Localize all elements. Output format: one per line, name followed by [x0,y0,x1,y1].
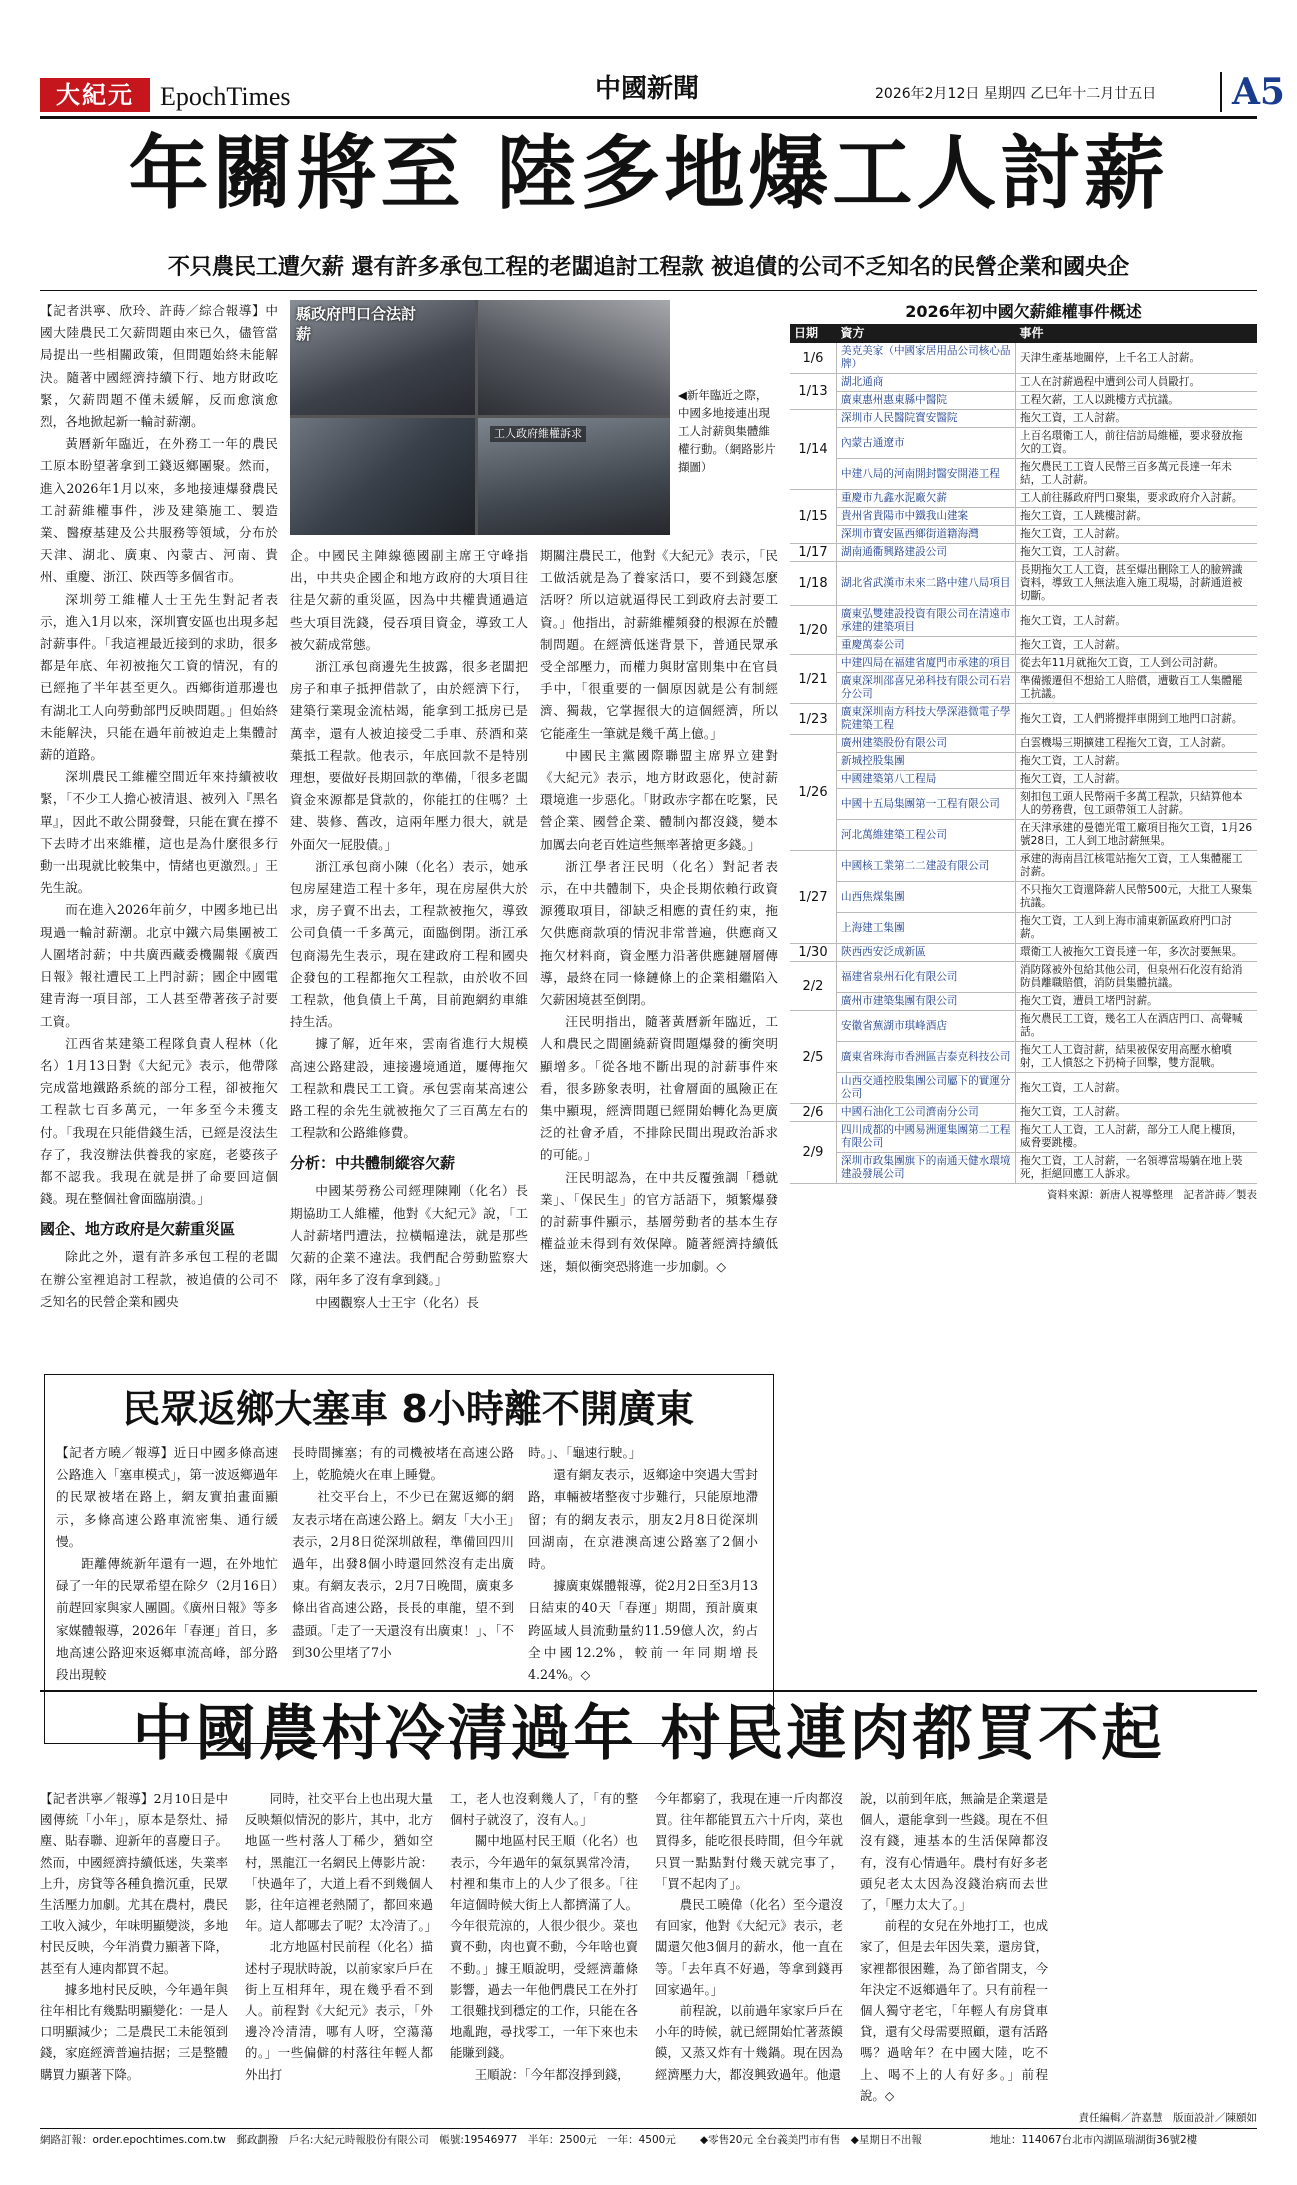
story3-column-2 [245,1788,438,2085]
section-subheading: 分析：中共體制縱容欠薪 [290,1154,456,1173]
table-row [790,735,1257,753]
table-cell-party: 中國十五局集團第一工程有限公司 [837,789,1016,820]
table-cell-party: 美克美家（中國家居用品公司核心品牌） [837,343,1016,374]
table-row [790,771,1257,789]
table-row [790,606,1257,637]
story1-paragraph: 期關注農民工，他對《大紀元》表示，「民工做活就是為了養家活口，要不到錢怎麼活呀？所以這就逼得民工到政府去討要工資。」他指出，討薪維權頻發的根源在於體制問題。在經濟低迷背景下，普通民眾承受全部壓力，而權力與財富則集中在官員手中，「很重要的一個原因就是公有制經濟、獨裁，它掌握很大的這個經濟，所以它能產生一筆就是幾千萬上億。」 [540,548,778,741]
table-row [790,1122,1257,1153]
table-cell-party: 安徽省蕪湖市琪峰酒店 [837,1011,1016,1042]
photo-overlay-text: 工人政府維權訴求 [490,426,586,442]
table-cell-party: 福建省泉州石化有限公司 [837,962,1016,993]
table-row [790,562,1257,606]
table-cell-party: 中國建築第八工程局 [837,771,1016,789]
table-row [790,1073,1257,1104]
table-row [790,944,1257,962]
story1-paragraph: 據了解，近年來，雲南省進行大規模高速公路建設，連接邊境通道，屢傳拖欠工程款和農民工工資。承包雲南某高速公路工程的余先生就被拖欠了三百萬左右的工程款和公路維修費。 [290,1036,528,1141]
table-row [790,1011,1257,1042]
table-row [790,428,1257,459]
table-cell-event: 拖欠工資，工人討薪。 [1016,1073,1258,1104]
table-cell-party: 中建四局在福建省廈門市承建的項目 [837,655,1016,673]
issue-date: 2026年2月12日 星期四 乙巳年十二月廿五日 [875,86,1157,102]
table-cell-event: 拖欠工人工資討薪，結果被保安用高壓水槍噴射，工人憤怒之下扔椅子回擊，雙方混戰。 [1016,1042,1258,1073]
story3-paragraph: 工，老人也沒剩幾人了，「有的整個村子就沒了，沒有人。」 [450,1791,638,1828]
table-cell-event: 拖欠工資，工人討薪。 [1016,544,1258,562]
story3-paragraph: 王順說：「今年都沒掙到錢， [474,2066,630,2082]
story3-paragraph: 前程說，以前過年家家戶戶在小年的時候，就已經開始忙著蒸饃饃，又蒸又炸有十幾鍋。現在因為經濟壓力大，都沒興致過年。他還 [655,2003,843,2082]
table-row [790,753,1257,771]
events-table-body [790,343,1257,1184]
story1-paragraph: 浙江承包商小陳（化名）表示，她承包房屋建造工程十多年，現在房屋供大於求，房子賣不出去，工程款被拖欠，導致公司負債一千多萬元，面臨倒閉。浙江承包商湯先生表示，現在建政府工程和國央企發包的工程都拖欠工程款，由於收不回工程款，他負債上千萬，目前跑網約車維持生活。 [290,858,528,1030]
table-cell-party: 廣東弘雙建設投資有限公司在清遠市承建的建築項目 [837,606,1016,637]
story3-rule [40,1690,1257,1692]
table-cell-event: 承建的海南昌江核電站拖欠工資，工人集體罷工討薪。 [1016,851,1258,882]
table-header-row [790,324,1257,343]
table-row [790,993,1257,1011]
table-cell-party: 廣東深圳南方科技大學深港微電子學院建築工程 [837,704,1016,735]
table-cell-event: 拖欠工資，工人討薪。 [1016,637,1258,655]
table-cell-event: 拖欠農民工工資人民幣三百多萬元長達一年未結，工人討薪。 [1016,459,1258,490]
table-cell-event: 拖欠工資，工人們將攪拌車開到工地門口討薪。 [1016,704,1258,735]
table-cell-event: 天津生產基地關停，上千名工人討薪。 [1016,343,1258,374]
table-cell-event: 拖欠農民工工資，幾名工人在酒店門口、高聲喊話。 [1016,1011,1258,1042]
table-row [790,392,1257,410]
table-row [790,962,1257,993]
story2-column-3 [528,1442,758,1686]
table-cell-party: 深圳市人民醫院寶安醫院 [837,410,1016,428]
story1-paragraph: 江西省某建築工程隊負責人程林（化名）1月13日對《大紀元》表示，他帶隊完成當地鐵路系統的部分工程，卻被拖欠工程款七百多萬元，一年多至今未獲支付。「我現在只能借錢生活，已經是沒法生存了，我沒辦法供養我的家庭，老婆孩子都不認我。我現在就是拼了命要回這個錢。現在整個社會面臨崩潰。」 [40,1035,278,1207]
story2-paragraph: 時。」、「龜速行駛。」 [528,1445,642,1460]
logo-english: EpochTimes [160,82,291,111]
table-cell-party: 廣州建築股份有限公司 [837,735,1016,753]
table-row [790,1104,1257,1122]
photo-collage [290,300,670,535]
table-row [790,704,1257,735]
street-protest-photo [290,418,475,535]
story1-paragraph: 黃曆新年臨近，在外務工一年的農民工原本盼望著拿到工錢返鄉團聚。然而，進入2026年1月以來，多地接連爆發農民工討薪維權事件，涉及建築施工、製造業、醫療基建及公共服務等領域，分布於天津、湖北、廣東、內蒙古、河南、貴州、重慶、浙江、陝西等多個省市。 [40,436,278,585]
table-row [790,789,1257,820]
table-cell-party: 深圳市政集團旗下的南通天健水環境建設發展公司 [837,1153,1016,1184]
story2-column-2 [292,1442,514,1664]
events-table [790,324,1257,1184]
story1-paragraph: 中國觀察人士王宇（化名）長 [315,1294,479,1310]
story1-paragraph: 除此之外，還有許多承包工程的老闆在辦公室裡追討工程款，被追債的公司不乏知名的民營企業和國央 [40,1249,278,1309]
table-cell-party: 深圳市寶安區西鄉街道籍海灣 [837,526,1016,544]
table-cell-event: 在天津承建的曼德光電工廠項目拖欠工資，1月26號28日，工人到工地討薪無果。 [1016,820,1258,851]
story2-paragraph: 據廣東媒體報導，從2月2日至3月13日結束的40天「春運」期間，預計廣東跨區域人員流動量約11.59億人次，約占全中國12.2%，較前一年同期增長4.24%。◇ [528,1578,758,1683]
story3-paragraph: 北方地區村民前程（化名）描述村子現狀時說，以前家家戶戶在街上互相拜年，現在幾乎看不到人。前程對《大紀元》表示，「外邊冷冷清清，哪有人呀，空蕩蕩的。」一些偏僻的村落往年輕人都外出打 [245,1939,433,2082]
story2-column-1 [56,1442,278,1686]
story2-paragraph: 還有網友表示，返鄉途中突遇大雪封路，車輛被堵整夜寸步難行，只能原地滯留；有的網友表示，朋友2月8日從深圳回湖南，在京港澳高速公路塞了2個小時。 [528,1467,758,1572]
table-cell-date: 1/27 [790,851,837,944]
table-cell-date: 1/15 [790,490,837,544]
table-cell-date: 1/26 [790,735,837,851]
table-cell-date: 1/17 [790,544,837,562]
table-row [790,851,1257,882]
table-cell-party: 四川成都的中國易洲運集團第二工程有限公司 [837,1122,1016,1153]
table-cell-event: 拖欠工資，工人討薪，一名領導當場躺在地上裝死，拒絕回應工人訴求。 [1016,1153,1258,1184]
story3-column-3 [450,1788,638,2085]
table-cell-party: 中國石油化工公司濟南分公司 [837,1104,1016,1122]
table-cell-date: 1/14 [790,410,837,490]
table-cell-party: 中國核工業第二二建設有限公司 [837,851,1016,882]
table-cell-party: 山西交通控股集團公司屬下的實運分公司 [837,1073,1016,1104]
table-cell-party: 上海建工集團 [837,913,1016,944]
story1-paragraph: 深圳農民工維權空間近年來持續被收緊，「不少工人擔心被清退、被列入『黑名單』，因此不敢公開發聲，只能在實在撐不下去時才出來維權，這也是為什麼很多行動一出現就比較集中，情緒也更激烈。」王先生說。 [40,769,278,896]
table-cell-party: 內蒙古通遼市 [837,428,1016,459]
table-cell-event: 上百名環衛工人，前往信訪局維權，要求發放拖欠的工資。 [1016,428,1258,459]
table-cell-date: 2/5 [790,1011,837,1104]
story3-column-4 [655,1788,843,2085]
table-cell-event: 不只拖欠工資還降薪人民幣500元，大批工人聚集抗議。 [1016,882,1258,913]
table-cell-party: 陝西西安泛成新區 [837,944,1016,962]
table-cell-event: 拖欠工資，工人討薪。 [1016,1104,1258,1122]
table-cell-date: 2/6 [790,1104,837,1122]
table-cell-date: 2/2 [790,962,837,1011]
table-row [790,490,1257,508]
table-cell-event: 長期拖欠工人工資，甚至爆出刪除工人的臉辨識資料，導致工人無法進入施工現場，討薪通道被切斷。 [1016,562,1258,606]
table-cell-date: 1/23 [790,704,837,735]
table-cell-party: 廣東深圳邵喜兄弟科技有限公司石岩分公司 [837,673,1016,704]
story1-paragraph: 中國民主黨國際聯盟主席界立建對《大紀元》表示，地方財政惡化，使討薪環境進一步惡化。「財政赤字都在吃緊，民營企業、國營企業、體制內都沒錢，變本加厲去向老百姓這些無率著搶更多錢。」 [540,747,778,852]
masthead-rule [40,116,1257,119]
table-cell-event: 消防隊被外包給其他公司，但泉州石化沒有給消防員離職賠償，消防員集體抗議。 [1016,962,1258,993]
story2-paragraph: 社交平台上，不少已在駕返鄉的網友表示堵在高速公路上。網友「大小王」表示，2月8日從深圳啟程，準備回四川過年，出發8個小時還回然沒有走出廣東。有網友表示，2月7日晚間，廣東多條出省高速公路，長長的車龍，望不到盡頭。「走了一天還沒有出廣東！」、「不到30公里堵了7小 [292,1489,514,1660]
editor-credit: 責任編輯／許嘉慧 版面設計／陳頤如 [1078,2112,1257,2124]
table-cell-date: 1/20 [790,606,837,655]
table-header-date: 日期 [790,324,837,343]
table-header-party: 資方 [837,324,1016,343]
footer-address: 地址：114067台北市內湖區瑞湖街36號2樓 [990,2134,1198,2146]
masthead [40,70,1285,120]
table-cell-event: 拖欠工資，工人討薪。 [1016,753,1258,771]
table-cell-event: 拖欠工資，工人跳樓討薪。 [1016,508,1258,526]
table-cell-party: 廣東惠州惠東縣中醫院 [837,392,1016,410]
table-cell-event: 拖欠工資，遭員工堵門討薪。 [1016,993,1258,1011]
story3-paragraph: 據多地村民反映，今年過年與往年相比有幾點明顯變化：一是人口明顯減少；二是農民工未能領到錢，家庭經濟普遍拮据；三是整體購買力顯著下降。 [40,1981,228,2082]
table-row [790,374,1257,392]
story1-paragraph: 而在進入2026年前夕，中國多地已出現過一輪討薪潮。北京中鐵六局集團被工人圍堵討薪；中共廣西藏委機關報《廣西日報》報社遭民工上門討薪；國企中國電建青海一項目部，工人甚至帶著孩子討要工資。 [40,902,278,1029]
table-row [790,508,1257,526]
main-subhead: 不只農民工遭欠薪 還有許多承包工程的老闆追討工程款 被追債的公司不乏知名的民營企業和國央企 [167,255,1130,280]
story1-paragraph: 中國某勞務公司經理陳剛（化名）長期協助工人維權，他對《大紀元》說，「工人討薪堵門遭法，拉橫幅違法，就是那些欠薪的企業不違法。我們配合勞動監察大隊，兩年多了沒有拿到錢。」 [290,1183,528,1288]
table-cell-date: 1/30 [790,944,837,962]
story3-paragraph: 【記者洪寧／報導】2月10日是中國傳統「小年」，原本是祭灶、掃塵、貼春聯、迎新年的喜慶日子。然而，中國經濟持續低迷，失業率上升，房貸等各種負擔沉重，民眾生活壓力加劇。尤其在農村，農民工收入減少，年味明顯變淡，多地村民反映，今年消費力顯著下降，甚至有人連肉都買不起。 [40,1791,228,1976]
table-cell-party: 湖北通商 [837,374,1016,392]
story3-paragraph: 同時，社交平台上也出現大量反映類似情況的影片，其中，北方地區一些村落人丁稀少，猶如空村，黑龍江一名網民上傳影片說：「快過年了，大道上看不到幾個人影，往年這裡老熱鬧了，都回來過年。這人都哪去了呢？太冷清了。」 [245,1791,438,1934]
table-cell-date: 1/6 [790,343,837,374]
table-row [790,673,1257,704]
photo-caption: ◀新年臨近之際，中國多地接連出現工人討薪與集體維權行動。（網路影片擷圖） [678,388,776,474]
section-subheading: 國企、地方政府是欠薪重災區 [40,1220,236,1239]
table-cell-party: 山西焦煤集團 [837,882,1016,913]
story1-paragraph: 汪民明指出，隨著黃曆新年臨近，工人和農民之間圍繞薪資問題爆發的衝突明顯增多。「從各地不斷出現的討薪事件來看，很多跡象表明，社會層面的風險正在集中顯現，經濟問題已經開始轉化為更廣泛的社會矛盾，不排除民間出現政治訴求的可能。」 [540,1014,778,1163]
table-row [790,1042,1257,1073]
table-cell-event: 拖欠工人工資，工人討薪，部分工人爬上樓頂，威脅要跳樓。 [1016,1122,1258,1153]
story1-paragraph: 浙江學者汪民明（化名）對記者表示，在中共體制下，央企長期依賴行政資源獲取項目，卻缺乏相應的責任約束，拖欠供應商款項的情況非常普遍，供應商又拖欠材料商，資金壓力沿著供應鏈層層傳導，最終在同一條鏈條上的企業相繼陷入欠薪困境甚至倒閉。 [540,858,778,1008]
story3-paragraph: 說，以前到年底，無論是企業還是個人，還能拿到一些錢。現在不但沒有錢，連基本的生活保障都沒有，沒有心情過年。農村有好多老頭兒老太太因為沒錢治病而去世了，「壓力太大了。」 [860,1791,1048,1913]
crowd-photo [478,300,670,415]
table-cell-date: 2/9 [790,1122,837,1184]
table-cell-date: 1/21 [790,655,837,704]
table-cell-party: 湖北省武漢市未來二路中建八局項目 [837,562,1016,606]
story3-headline: 中國農村冷清過年 村民連肉都買不起 [132,1699,1165,1769]
table-row [790,913,1257,944]
table-cell-party: 重慶萬泰公司 [837,637,1016,655]
table-cell-party: 河北萬維建築工程公司 [837,820,1016,851]
table-row [790,459,1257,490]
table-title: 2026年初中國欠薪維權事件概述 [905,302,1142,321]
story2-paragraph: 長時間擁塞；有的司機被堵在高速公路上，乾脆燒火在車上睡覺。 [292,1445,514,1483]
story3-column-5 [860,1788,1048,2106]
table-cell-event: 拖欠工資，工人討薪。 [1016,606,1258,637]
story2-paragraph: 距離傳統新年還有一週，在外地忙碌了一年的民眾希望在除夕（2月16日）前趕回家與家人團圓。《廣州日報》等多家媒體報導，2026年「春運」首日，多地高速公路迎來返鄉車流高峰，部分路段出現較 [56,1556,278,1683]
table-row [790,544,1257,562]
story2-headline: 民眾返鄉大塞車 8小時離不開廣東 [122,1387,694,1431]
story2-paragraph: 【記者方曉／報導】近日中國多條高速公路進入「塞車模式」，第一波返鄉過年的民眾被堵在路上，網友實拍畫面顯示，多條高速公路車流密集、通行緩慢。 [56,1445,278,1549]
table-cell-party: 貴州省貴陽市中鐵我山建案 [837,508,1016,526]
table-cell-event: 工程欠薪，工人以跳樓方式抗議。 [1016,392,1258,410]
table-cell-event: 準備搬遷但不想給工人賠償，遭數百工人集體罷工抗議。 [1016,673,1258,704]
table-cell-party: 廣州市建築集團有限公司 [837,993,1016,1011]
main-headline: 年關將至 陸多地爆工人討薪 [128,127,1169,220]
page-number: A5 [1220,72,1285,112]
table-cell-event: 拖欠工資，工人討薪。 [1016,771,1258,789]
table-cell-event: 拖欠工資，工人討薪。 [1016,526,1258,544]
story1-paragraph: 【記者洪寧、欣玲、許蒔／綜合報導】中國大陸農民工欠薪問題由來已久，儘管當局提出一些相關政策，但問題始終未能解決。隨著中國經濟持續下行、地方財政吃緊，欠薪問題不僅未緩解，反而愈演愈烈，各地掀起新一輪討薪潮。 [40,303,278,430]
table-row [790,410,1257,428]
story1-column-2 [290,545,528,1314]
table-row [790,1153,1257,1184]
story1-paragraph: 汪民明認為，在中共反覆強調「穩就業」、「保民生」的官方話語下，頻繁爆發的討薪事件顯示，基層勞動者的基本生存權益並未得到有效保障。隨著經濟持續低迷，類似衝突恐將進一步加劇。◇ [540,1169,778,1274]
table-header-event: 事件 [1016,324,1258,343]
table-cell-event: 工人在討薪過程中遭到公司人員毆打。 [1016,374,1258,392]
footer-rule [40,2128,1257,2129]
story3-paragraph: 前程的女兒在外地打工，也成家了，但是去年因失業，還房貸，家裡都很困難，為了節省開支，今年決定不返鄉過年了。只有前程一個人獨守老宅，「年輕人有房貸車貸，還有父母需要照顧，還有活路嗎？過啥年？在中國大陸，吃不上、喝不上的人有好多。」前程說。◇ [860,1918,1048,2103]
story1-paragraph: 深圳勞工維權人士王先生對記者表示，進入1月以來，深圳寶安區也出現多起討薪事件。「我這裡最近接到的求助，很多都是年底、年初被拖欠工資的情況，有的已經拖了半年甚至更久。西鄉街道那邊也有湖北工人向勞動部門反映問題。」但始終未能解決，只能在過年前被迫走上集體討薪的道路。 [40,591,278,763]
story3-column-1 [40,1788,228,2085]
table-cell-party: 廣東省珠海市香洲區吉泰克科技公司 [837,1042,1016,1073]
table-cell-date: 1/13 [790,374,837,410]
story1-column-1 [40,300,278,1313]
table-row [790,343,1257,374]
table-cell-event: 刻扣包工頭人民幣兩千多萬工程款，只結算他本人的勞務費，包工頭帶領工人討薪。 [1016,789,1258,820]
footer-subscription: 網路訂報：order.epochtimes.com.tw 郵政劃撥 戶名:大紀元時報股份有限公司 帳號:19546977 半年：2500元 一年：4500元 [40,2134,676,2146]
table-cell-party: 中建八局的河南開封醫安開港工程 [837,459,1016,490]
table-cell-event: 拖欠工資，工人到上海市浦東新區政府門口討薪。 [1016,913,1258,944]
table-cell-event: 白雲機場三期擴建工程拖欠工資，工人討薪。 [1016,735,1258,753]
table-cell-party: 湖南通衢興路建設公司 [837,544,1016,562]
photo-overlay-text: 縣政府門口合法討薪 [296,305,417,343]
table-row [790,882,1257,913]
story1-paragraph: 浙江承包商邊先生披露，很多老闆把房子和車子抵押借款了，由於經濟下行，建築行業現金流枯竭，能拿到工抵房已是萬幸，還有人被迫接受二手車、菸酒和菜葉抵工程款。他表示，年底回款不是特別理想，要做好長期回款的準備，「很多老闆資金來源都是貸款的，你能扛的住嗎？土建、裝修、舊改，這兩年壓力很大，就是外面欠一屁股債。」 [290,659,528,852]
table-row [790,637,1257,655]
story1-column-3 [540,545,778,1278]
table-cell-event: 從去年11月就拖欠工資，工人到公司討薪。 [1016,655,1258,673]
story3-paragraph: 今年都窮了，我現在連一斤肉都沒買。往年都能買五六十斤肉，菜也買得多，能吃很長時間，但今年就只買一點點對付幾天就完事了，「買不起肉了」。 [655,1791,843,1891]
table-row [790,655,1257,673]
logo: 大紀元 [40,78,150,112]
section-name: 中國新聞 [595,74,700,104]
table-cell-party: 新城控股集團 [837,753,1016,771]
table-cell-event: 環衛工人被拖欠工資長達一年，多次討要無果。 [1016,944,1258,962]
table-cell-event: 工人前往縣政府門口聚集，要求政府介入討薪。 [1016,490,1258,508]
table-source: 資料來源：新唐人視導整理 記者許蒔／製表 [1047,1189,1257,1201]
story1-paragraph: 企。中國民主陣線德國副主席王守峰指出，中共央企國企和地方政府的大項目往往是欠薪的重災區，因為中共權貴通過這些大項目洗錢，侵吞項目資金，導致工人被欠薪成常態。 [290,548,528,652]
table-cell-event: 拖欠工資，工人討薪。 [1016,410,1258,428]
table-cell-date: 1/18 [790,562,837,606]
story3-paragraph: 農民工曉偉（化名）至今還沒有回家，他對《大紀元》表示，老闆還欠他3個月的薪水，他一直在等。「去年真不好過，等拿到錢再回家過年。」 [655,1897,843,1997]
table-row [790,820,1257,851]
footer-retail: ◆零售20元 全台義美門市有售 ◆星期日不出報 [700,2134,922,2146]
story3-paragraph: 關中地區村民王順（化名）也表示，今年過年的氣氛異常冷清，村裡和集市上的人少了很多。「往年這個時候大街上人都擠滿了人。今年很荒涼的，人很少很少。菜也賣不動，肉也賣不動，今年啥也賣不動。」據王順說明，受經濟蕭條影響，過去一年他們農民工在外打工很難找到穩定的工作，只能在各地亂跑，尋找零工，一年下來也未能賺到錢。 [450,1833,638,2061]
events-table-box [790,300,1257,1204]
subhead-rule [40,290,1257,291]
table-row [790,526,1257,544]
table-cell-party: 重慶市九鑫水泥廠欠薪 [837,490,1016,508]
